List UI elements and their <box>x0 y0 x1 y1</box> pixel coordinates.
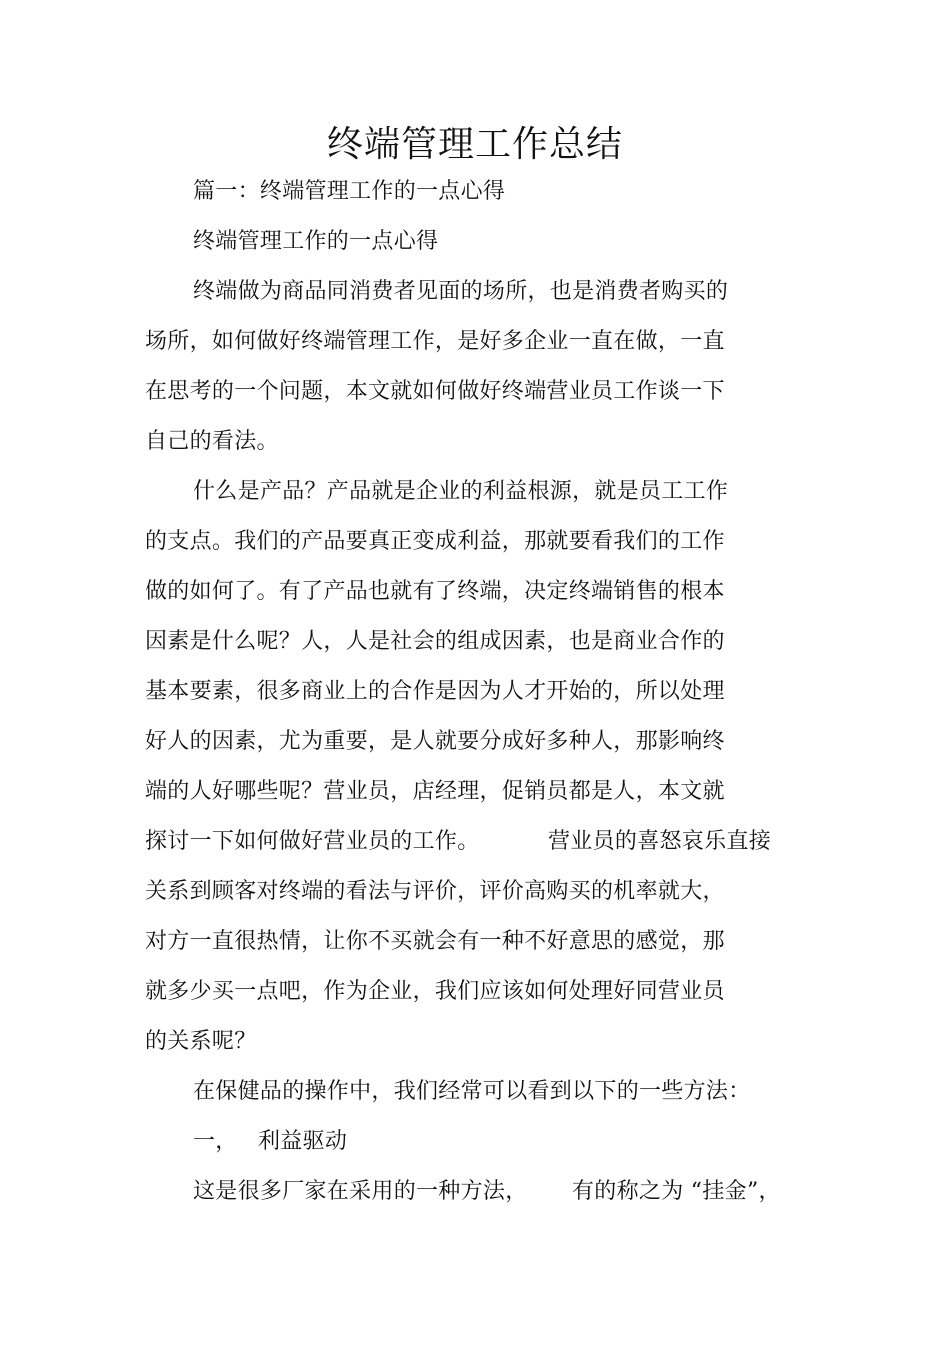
paragraph-line: 因素是什么呢？人，人是社会的组成因素，也是商业合作的 <box>145 629 725 654</box>
paragraph-line: 关系到顾客对终端的看法与评价，评价高购买的机率就大， <box>145 879 725 904</box>
paragraph-line: 场所，如何做好终端管理工作，是好多企业一直在做，一直 <box>145 329 725 354</box>
paragraph-line: 对方一直很热情，让你不买就会有一种不好意思的感觉，那 <box>145 929 725 954</box>
paragraph-line: 在思考的一个问题，本文就如何做好终端营业员工作谈一下 <box>145 379 725 404</box>
paragraph-line: 的支点。我们的产品要真正变成利益，那就要看我们的工作 <box>145 529 725 554</box>
paragraph-line-segment: 有的称之为 “挂金”， <box>572 1179 781 1204</box>
list-heading-text: 利益驱动 <box>258 1129 348 1154</box>
paragraph-line: 好人的因素，尤为重要，是人就要分成好多种人，那影响终 <box>145 729 725 754</box>
paragraph-line: 端的人好哪些呢？营业员，店经理，促销员都是人，本文就 <box>145 779 725 804</box>
paragraph-line: 在保健品的操作中，我们经常可以看到以下的一些方法： <box>193 1079 751 1104</box>
paragraph-line: 自己的看法。 <box>145 429 279 454</box>
paragraph-line-segment: 探讨一下如何做好营业员的工作。 <box>145 829 480 854</box>
document-title: 终端管理工作总结 <box>326 124 623 165</box>
paragraph-line: 做的如何了。有了产品也就有了终端，决定终端销售的根本 <box>145 579 725 604</box>
section-subheading: 终端管理工作的一点心得 <box>193 229 439 254</box>
paragraph-line-segment: 营业员的喜怒哀乐直接 <box>548 829 772 854</box>
paragraph-line: 终端做为商品同消费者见面的场所，也是消费者购买的 <box>193 279 729 304</box>
section-heading: 篇一：终端管理工作的一点心得 <box>193 179 506 204</box>
list-heading-number: 一， <box>193 1129 238 1154</box>
paragraph-line-segment: 这是很多厂家在采用的一种方法， <box>193 1179 528 1204</box>
paragraph-line: 什么是产品？产品就是企业的利益根源，就是员工工作 <box>193 479 729 504</box>
paragraph-line: 基本要素，很多商业上的合作是因为人才开始的，所以处理 <box>145 679 725 704</box>
paragraph-line <box>145 827 480 857</box>
paragraph-line: 就多少买一点吧，作为企业，我们应该如何处理好同营业员 <box>145 979 725 1004</box>
paragraph-line: 的关系呢？ <box>145 1029 257 1054</box>
